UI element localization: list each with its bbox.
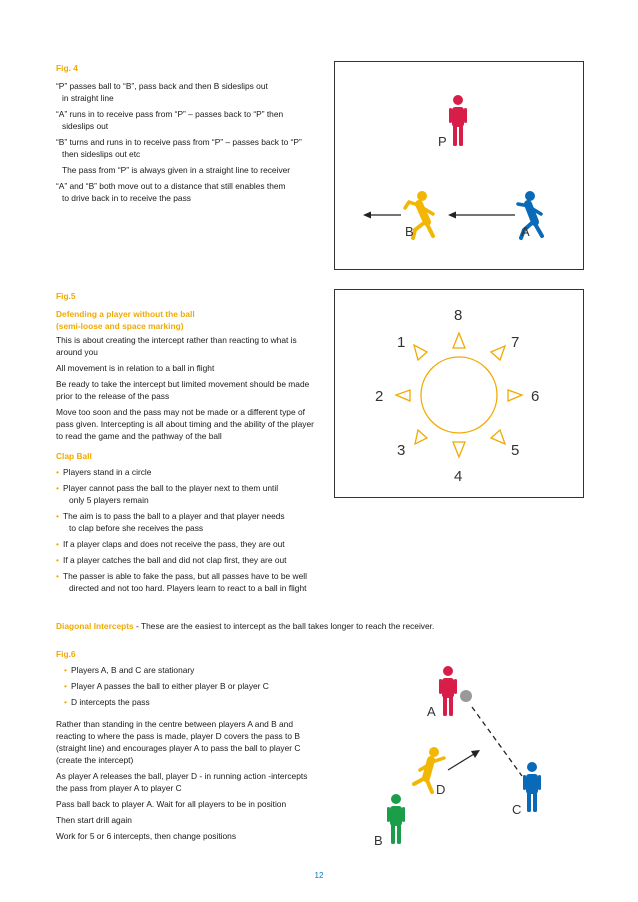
list-item: directed and not too hard. Players learn to react to a ball in flight	[69, 583, 307, 593]
list-item: only 5 players remain	[69, 495, 149, 505]
number-7: 7	[511, 334, 520, 351]
intercept-arrow	[448, 750, 480, 770]
player-a-figure	[439, 666, 457, 716]
diagonal-text: - These are the easiest to intercept as the ball takes longer to reach the receiver.	[133, 621, 435, 631]
fig4-line: to drive back in to receive the pass	[62, 193, 191, 203]
list-item: • Player cannot pass the ball to the player next to them until	[56, 482, 318, 494]
arrow-a-to-b	[448, 212, 515, 219]
diagonal-intercepts	[56, 621, 596, 631]
fig4-line: “A” and “B” both move out to a distance that still enables them	[56, 181, 286, 191]
list-item: • Players A, B and C are stationary	[64, 664, 312, 676]
fig4-heading: Fig. 4	[56, 63, 78, 73]
fig6-paragraph: Then start drill again	[56, 815, 132, 825]
label-b: B	[405, 224, 414, 239]
list-item: • D intercepts the pass	[64, 696, 312, 708]
label-p: P	[438, 134, 447, 149]
fig4-diagram	[334, 61, 584, 270]
list-item: • The aim is to pass the ball to a player and that player needs	[56, 510, 318, 522]
fig5-subheading: (semi-loose and space marking)	[56, 321, 184, 331]
fig6-text	[56, 648, 312, 846]
fig6-heading: Fig.6	[56, 649, 76, 659]
number-6: 6	[531, 388, 540, 405]
fig5-paragraph: Move too soon and the pass may not be made or a different type of pass given. Intercepting is all about timing and the ability of the player to read the game and the pathway of the ball	[56, 407, 314, 441]
clapball-heading: Clap Ball	[56, 451, 92, 461]
player-b-figure	[387, 794, 405, 844]
clapball-list	[56, 466, 318, 594]
list-item: • Players stand in a circle	[56, 466, 318, 478]
fig5-subheading: Defending a player without the ball	[56, 309, 195, 319]
pass-line	[472, 707, 522, 776]
number-4: 4	[454, 468, 463, 485]
fig5-text	[56, 290, 318, 598]
fig6-paragraph: Work for 5 or 6 intercepts, then change positions	[56, 831, 237, 841]
fig4-line: then sideslips out etc	[62, 149, 141, 159]
fig5-heading: Fig.5	[56, 291, 76, 301]
number-5: 5	[511, 442, 520, 459]
fig4-line: The pass from “P” is always given in a straight line to receiver	[62, 165, 291, 175]
fig6-paragraph: Pass ball back to player A. Wait for all players to be in position	[56, 799, 287, 809]
ball-icon	[460, 690, 472, 702]
number-3: 3	[397, 442, 406, 459]
list-item: to clap before she receives the pass	[69, 523, 204, 533]
fig6-paragraph: As player A releases the ball, player D - in running action -intercepts the pass from player A to player C	[56, 771, 308, 793]
fig6-diagram	[360, 652, 590, 852]
diagonal-heading: Diagonal Intercepts	[56, 621, 134, 631]
fig6-paragraph: Rather than standing in the centre between players A and B and reacting to where the pass is made, player D covers the pass to B (straight line) and encourages player A to pass the ball to player C (create the intercept)	[56, 719, 301, 765]
fig4-line: “A” runs in to receive pass from “P” – passes back to “P” then	[56, 109, 284, 119]
fig6-list	[64, 664, 312, 708]
number-1: 1	[397, 334, 406, 351]
label-d: D	[436, 782, 446, 797]
player-c-figure	[523, 762, 541, 812]
sun-circle	[396, 333, 522, 457]
fig5-paragraph: All movement is in relation to a ball in flight	[56, 363, 215, 373]
fig5-diagram	[334, 289, 584, 498]
label-a: A	[521, 224, 530, 239]
fig4-line: “P” passes ball to “B”, pass back and then B sideslips out	[56, 81, 268, 91]
number-2: 2	[375, 388, 384, 405]
label-a: A	[427, 704, 436, 719]
list-item: • If a player catches the ball and did not clap first, they are out	[56, 554, 318, 566]
number-8: 8	[454, 307, 463, 324]
fig4-line: sideslips out	[62, 121, 109, 131]
list-item: • If a player claps and does not receive the pass, they are out	[56, 538, 318, 550]
label-b: B	[374, 833, 383, 848]
page-number: 12	[314, 871, 324, 880]
arrow-left-b	[363, 212, 401, 219]
fig5-paragraph: This is about creating the intercept rather than reacting to what is around you	[56, 335, 297, 357]
label-c: C	[512, 802, 522, 817]
list-item: • Player A passes the ball to either player B or player C	[64, 680, 312, 692]
list-item: • The passer is able to fake the pass, but all passes have to be well	[56, 570, 318, 582]
fig4-text	[56, 62, 318, 204]
fig4-line: “B” turns and runs in to receive pass from “P” – passes back to “P”	[56, 137, 302, 147]
fig5-paragraph: Be ready to take the intercept but limited movement should be made prior to the release of the pass	[56, 379, 310, 401]
player-p-figure	[449, 95, 467, 146]
fig4-line: in straight line	[62, 93, 114, 103]
